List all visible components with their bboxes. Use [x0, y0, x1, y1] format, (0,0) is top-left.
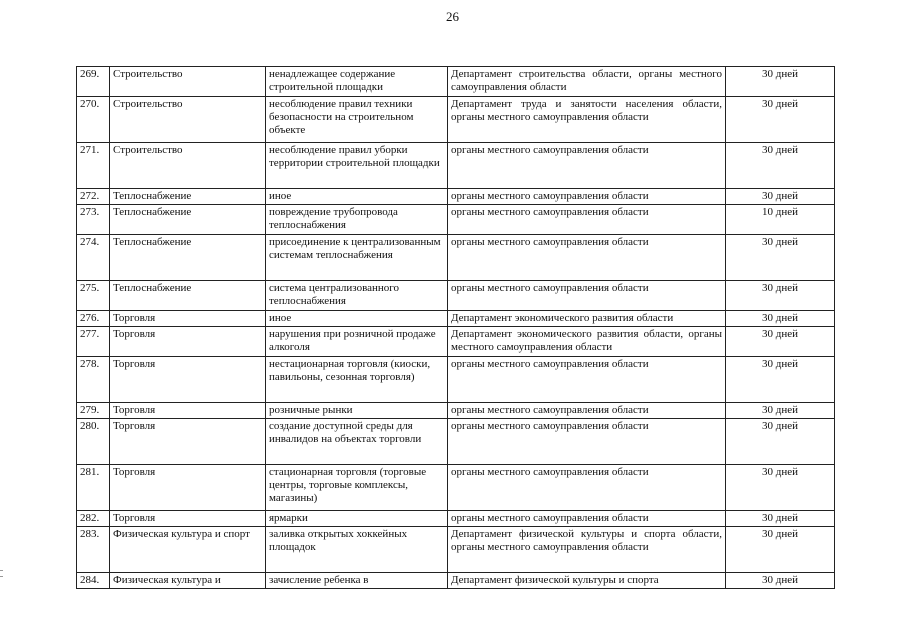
row-term: 30 дней — [726, 573, 835, 589]
row-category: Торговля — [110, 311, 266, 327]
scan-mark — [0, 576, 3, 577]
row-category: Торговля — [110, 403, 266, 419]
table-body — [77, 67, 835, 589]
row-number: 283. — [77, 527, 110, 573]
table-row — [77, 419, 835, 465]
row-category: Физическая культура и — [110, 573, 266, 589]
row-authority: органы местного самоуправления области — [448, 419, 726, 465]
table-row — [77, 573, 835, 589]
row-term: 30 дней — [726, 327, 835, 357]
row-term: 30 дней — [726, 189, 835, 205]
table-row — [77, 143, 835, 189]
row-term: 30 дней — [726, 235, 835, 281]
row-issue: присоединение к централизованным системам теплоснабжения — [266, 235, 448, 281]
row-issue: ярмарки — [266, 511, 448, 527]
row-authority: органы местного самоуправления области — [448, 235, 726, 281]
row-authority: Департамент экономического развития области, органы местного самоуправления области — [448, 327, 726, 357]
row-number: 279. — [77, 403, 110, 419]
row-term: 30 дней — [726, 465, 835, 511]
row-issue: иное — [266, 311, 448, 327]
row-number: 270. — [77, 97, 110, 143]
row-category: Торговля — [110, 511, 266, 527]
row-number: 274. — [77, 235, 110, 281]
row-issue: несоблюдение правил уборки территории строительной площадки — [266, 143, 448, 189]
row-authority: органы местного самоуправления области — [448, 511, 726, 527]
row-number: 273. — [77, 205, 110, 235]
row-authority: Департамент труда и занятости населения области, органы местного самоуправления области — [448, 97, 726, 143]
row-issue: розничные рынки — [266, 403, 448, 419]
row-issue: ненадлежащее содержание строительной площадки — [266, 67, 448, 97]
table-row — [77, 311, 835, 327]
row-authority: органы местного самоуправления области — [448, 189, 726, 205]
table-row — [77, 327, 835, 357]
row-category: Теплоснабжение — [110, 235, 266, 281]
row-issue: нарушения при розничной продаже алкоголя — [266, 327, 448, 357]
row-issue: система централизованного теплоснабжения — [266, 281, 448, 311]
row-category: Теплоснабжение — [110, 281, 266, 311]
row-authority: Департамент строительства области, органы местного самоуправления области — [448, 67, 726, 97]
row-authority: органы местного самоуправления области — [448, 357, 726, 403]
row-issue: создание доступной среды для инвалидов на объектах торговли — [266, 419, 448, 465]
row-term: 30 дней — [726, 357, 835, 403]
row-category: Физическая культура и спорт — [110, 527, 266, 573]
table-row — [77, 357, 835, 403]
row-number: 269. — [77, 67, 110, 97]
row-number: 277. — [77, 327, 110, 357]
row-number: 284. — [77, 573, 110, 589]
row-category: Теплоснабжение — [110, 189, 266, 205]
row-issue: нестационарная торговля (киоски, павильоны, сезонная торговля) — [266, 357, 448, 403]
table-row — [77, 527, 835, 573]
row-issue: иное — [266, 189, 448, 205]
row-term: 30 дней — [726, 97, 835, 143]
row-authority: Департамент экономического развития области — [448, 311, 726, 327]
row-category: Торговля — [110, 419, 266, 465]
row-number: 272. — [77, 189, 110, 205]
row-term: 30 дней — [726, 511, 835, 527]
row-term: 10 дней — [726, 205, 835, 235]
row-category: Торговля — [110, 327, 266, 357]
row-category: Теплоснабжение — [110, 205, 266, 235]
row-authority: органы местного самоуправления области — [448, 403, 726, 419]
row-issue: заливка открытых хоккейных площадок — [266, 527, 448, 573]
row-category: Торговля — [110, 357, 266, 403]
row-term: 30 дней — [726, 419, 835, 465]
table-row — [77, 465, 835, 511]
scan-mark — [0, 570, 3, 571]
row-authority: органы местного самоуправления области — [448, 465, 726, 511]
table-row — [77, 189, 835, 205]
page-number: 26 — [446, 9, 459, 24]
row-authority: органы местного самоуправления области — [448, 281, 726, 311]
row-authority: органы местного самоуправления области — [448, 143, 726, 189]
row-term: 30 дней — [726, 403, 835, 419]
table-row — [77, 205, 835, 235]
row-number: 280. — [77, 419, 110, 465]
row-term: 30 дней — [726, 143, 835, 189]
row-category: Строительство — [110, 143, 266, 189]
row-authority: органы местного самоуправления области — [448, 205, 726, 235]
row-issue: повреждение трубопровода теплоснабжения — [266, 205, 448, 235]
row-issue: зачисление ребенка в — [266, 573, 448, 589]
row-category: Строительство — [110, 97, 266, 143]
row-issue: несоблюдение правил техники безопасности на строительном объекте — [266, 97, 448, 143]
table-row — [77, 67, 835, 97]
row-number: 278. — [77, 357, 110, 403]
row-number: 276. — [77, 311, 110, 327]
row-category: Строительство — [110, 67, 266, 97]
row-category: Торговля — [110, 465, 266, 511]
row-number: 281. — [77, 465, 110, 511]
row-authority: Департамент физической культуры и спорта — [448, 573, 726, 589]
row-number: 271. — [77, 143, 110, 189]
row-number: 282. — [77, 511, 110, 527]
table-row — [77, 511, 835, 527]
row-issue: стационарная торговля (торговые центры, торговые комплексы, магазины) — [266, 465, 448, 511]
table-row — [77, 281, 835, 311]
row-term: 30 дней — [726, 281, 835, 311]
appeals-table — [76, 66, 835, 589]
table-row — [77, 403, 835, 419]
row-term: 30 дней — [726, 311, 835, 327]
row-number: 275. — [77, 281, 110, 311]
table-row — [77, 235, 835, 281]
row-term: 30 дней — [726, 67, 835, 97]
table-row — [77, 97, 835, 143]
row-authority: Департамент физической культуры и спорта области, органы местного самоуправления области — [448, 527, 726, 573]
row-term: 30 дней — [726, 527, 835, 573]
